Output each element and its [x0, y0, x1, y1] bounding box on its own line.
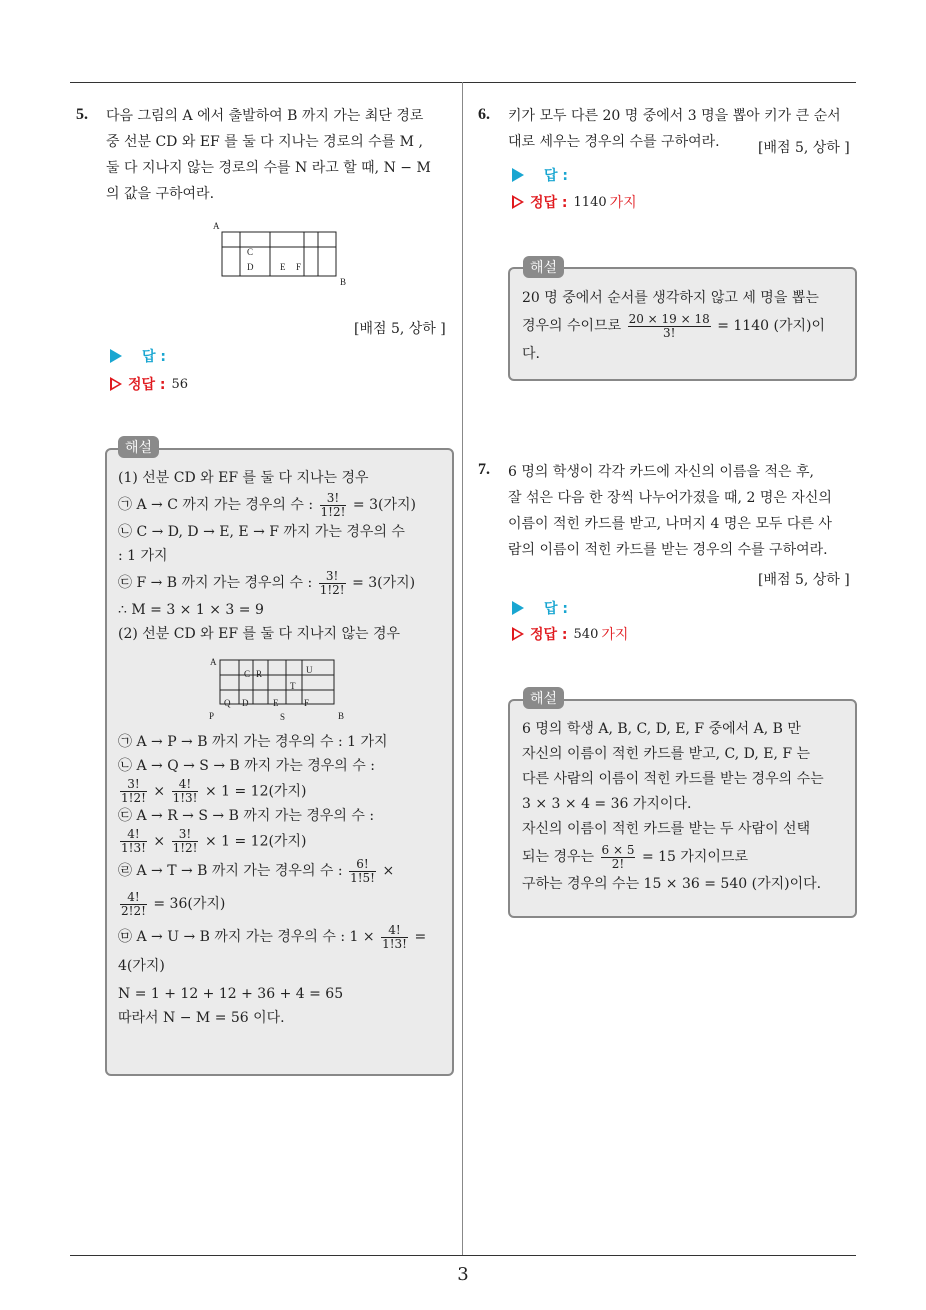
answer-arrow-icon: [110, 349, 122, 363]
question-5-number: 5.: [76, 106, 88, 123]
q5-grid2-label-q: Q: [224, 698, 231, 708]
q5-sol-frac-5: [120, 828, 147, 855]
q7-sol-line-2: 자신의 이름이 적힌 카드를 받고, C, D, E, F 는: [522, 746, 811, 762]
page-number: 3: [457, 1264, 469, 1285]
q6-correct-unit: 가지: [609, 195, 637, 211]
q5-grid-label-b: B: [340, 277, 347, 287]
q7-sol-frac: [601, 844, 636, 871]
q7-sol-line-6-text: 되는 경우는: [522, 849, 595, 865]
header-rule: [70, 82, 856, 83]
q5-sol-line-14-result: = 36(가지): [153, 896, 226, 912]
frac-den: 1!3!: [121, 841, 146, 855]
frac-den: 2!2!: [121, 903, 146, 918]
q7-grade: [배점 5, 상하 ]: [758, 572, 850, 588]
q5-grid2-label-d: D: [242, 698, 249, 708]
correct-arrow-icon: [512, 627, 524, 641]
q5-line-1: 다음 그림의 A 에서 출발하여 B 까지 가는 최단 경로: [106, 108, 424, 124]
q5-grid2-label-f: F: [304, 698, 310, 708]
q7-correct-unit: 가지: [601, 627, 629, 643]
q5-correct-label: 정답 :: [128, 377, 166, 393]
frac-den: 1!2!: [320, 504, 346, 519]
frac-num: 3!: [172, 828, 199, 842]
q5-answer-label: 답 :: [142, 349, 166, 365]
q6-sol-line-2-text: 경우의 수이므로: [522, 318, 622, 334]
question-6-number: 6.: [478, 106, 490, 123]
q5-line-2: 중 선분 CD 와 EF 를 둘 다 지나는 경로의 수를 M ,: [106, 134, 423, 150]
question-7-number: 7.: [478, 461, 490, 478]
q6-correct-label: 정답 :: [530, 195, 568, 211]
q6-sol-line-3: 다.: [522, 346, 540, 362]
q5-grid2-label-s: S: [280, 712, 286, 722]
q5-line-4: 의 값을 구하여라.: [106, 186, 215, 202]
q5-sol-line-15-text: ㉤ A → U → B 까지 가는 경우의 수 : 1 ×: [118, 929, 375, 945]
q5-grid-label-f: F: [296, 262, 302, 272]
q6-solution-tag: 해설: [523, 256, 564, 278]
q5-sol-line-12-result: × 1 = 12(가지): [204, 833, 307, 850]
q5-sol-line-10: [118, 778, 444, 804]
q5-sol-frac-7: [349, 858, 376, 885]
q5-grid-label-d: D: [247, 262, 254, 272]
q5-sol-line-7: (2) 선분 CD 와 EF 를 둘 다 지나지 않는 경우: [118, 626, 401, 642]
q7-sol-line-6-result: = 15 가지이므로: [641, 849, 749, 865]
q5-grid2-figure: [118, 646, 444, 724]
question-7-text: [508, 459, 858, 563]
q6-sol-line-2-result: = 1140 (가지)이: [717, 318, 825, 334]
q5-sol-line-2-result: = 3(가지): [352, 497, 416, 513]
q5-sol-line-6: ∴ M = 3 × 1 × 3 = 9: [118, 602, 264, 618]
q5-grid-svg: [210, 220, 350, 290]
q6-correct-value: 1140: [573, 194, 607, 210]
q5-sol-line-11: ㉢ A → R → S → B 까지 가는 경우의 수 :: [118, 808, 375, 824]
q5-sol-frac-4: [172, 778, 199, 805]
times-sign: ×: [153, 833, 166, 850]
frac-den: 3!: [662, 325, 676, 340]
q5-grid2-wrap: [206, 650, 356, 722]
q5-correct-row: [110, 374, 188, 394]
q5-sol-line-5: [118, 568, 444, 598]
q6-solution-text: [522, 285, 848, 367]
q7-correct-value: 540: [573, 626, 599, 642]
equals-sign: =: [414, 929, 427, 945]
q7-line-1: 6 명의 학생이 각각 카드에 자신의 이름을 적은 후,: [508, 464, 814, 480]
q7-line-3: 이름이 적힌 카드를 받고, 나머지 4 명은 모두 다른 사: [508, 516, 832, 532]
frac-den: 2!: [611, 856, 625, 871]
q5-sol-line-15: [118, 920, 444, 954]
q7-solution-text: [522, 717, 848, 897]
frac-num: 3!: [320, 492, 347, 506]
q5-sol-line-3: ㉡ C → D, D → E, E → F 까지 가는 경우의 수: [118, 524, 405, 540]
frac-num: 3!: [319, 570, 346, 584]
q5-grid2-label-t: T: [290, 681, 296, 691]
q5-grid2-label-b: B: [338, 711, 345, 721]
q6-answer-label: 답 :: [544, 168, 568, 184]
question-5-text: [106, 103, 456, 207]
frac-num: 6 × 5: [601, 842, 635, 857]
q5-grid-label-e: E: [280, 262, 286, 272]
q5-sol-line-2: [118, 490, 444, 520]
frac-num: 6!: [349, 858, 376, 872]
q5-line-3: 둘 다 지나지 않는 경로의 수를 N 라고 할 때, N − M: [106, 160, 431, 176]
q5-sol-line-5-result: = 3(가지): [352, 575, 416, 591]
q5-sol-line-5-text: ㉢ F → B 까지 가는 경우의 수 :: [118, 575, 313, 591]
q5-sol-frac-1: [320, 492, 347, 519]
frac-num: 4!: [120, 891, 147, 905]
q5-grade: [배점 5, 상하 ]: [354, 321, 446, 337]
q5-sol-frac-3: [120, 778, 147, 805]
q7-line-4: 람의 이름이 적힌 카드를 받는 경우의 수를 구하여라.: [508, 542, 828, 558]
q5-sol-line-16: 4(가지): [118, 958, 165, 974]
q5-sol-line-10-result: × 1 = 12(가지): [204, 783, 307, 800]
q7-sol-line-5: 자신의 이름이 적힌 카드를 받는 두 사람이 선택: [522, 821, 811, 837]
q5-sol-line-12: [118, 828, 444, 854]
q5-solution-tag: 해설: [118, 436, 159, 458]
q7-sol-line-6: [522, 842, 848, 872]
q5-solution-text: [118, 466, 444, 1030]
q5-sol-line-4: : 1 가지: [118, 548, 168, 564]
times-sign: ×: [382, 863, 395, 879]
q7-sol-line-3: 다른 사람의 이름이 적힌 카드를 받는 경우의 수는: [522, 771, 824, 787]
q5-sol-line-18: 따라서 N − M = 56 이다.: [118, 1010, 285, 1026]
q7-answer-row: [512, 598, 568, 618]
frac-den: 1!2!: [319, 582, 345, 597]
frac-num: 3!: [120, 778, 147, 792]
frac-den: 1!3!: [382, 936, 407, 951]
q7-correct-row: [512, 624, 628, 644]
q5-sol-frac-9: [381, 924, 408, 951]
q5-sol-line-8: ㉠ A → P → B 까지 가는 경우의 수 : 1 가지: [118, 734, 388, 750]
column-divider: [462, 82, 463, 1256]
footer-rule: [70, 1255, 856, 1256]
q5-grid2-label-p: P: [209, 711, 215, 721]
q5-grid2-label-a: A: [210, 657, 217, 667]
q7-correct-label: 정답 :: [530, 627, 568, 643]
q5-grid2-label-c: C: [244, 669, 251, 679]
q5-sol-frac-8: [120, 891, 147, 918]
q5-sol-frac-6: [172, 828, 199, 855]
frac-den: 1!2!: [172, 841, 198, 855]
q6-sol-frac: [628, 313, 711, 340]
q5-sol-line-13: [118, 854, 444, 888]
q5-grid-label-c: C: [247, 247, 254, 257]
q5-grid2-label-e: E: [273, 698, 279, 708]
frac-num: 4!: [120, 828, 147, 842]
times-sign: ×: [153, 783, 166, 800]
frac-den: 1!5!: [350, 870, 375, 885]
q5-sol-line-17: N = 1 + 12 + 12 + 36 + 4 = 65: [118, 986, 344, 1002]
q6-line-1: 키가 모두 다른 20 명 중에서 3 명을 뽑아 키가 큰 순서: [508, 108, 841, 124]
q5-sol-line-9: ㉡ A → Q → S → B 까지 가는 경우의 수 :: [118, 758, 375, 774]
frac-num: 4!: [381, 924, 408, 938]
q5-correct-value: 56: [171, 376, 189, 392]
q7-sol-line-4: 3 × 3 × 4 = 36 가지이다.: [522, 796, 692, 812]
q5-sol-line-13-text: ㉣ A → T → B 까지 가는 경우의 수 :: [118, 863, 343, 879]
q6-answer-row: [512, 165, 568, 185]
q5-answer-row: [110, 346, 166, 366]
q6-grade: [배점 5, 상하 ]: [758, 140, 850, 156]
q5-grid2-label-r: R: [256, 669, 263, 679]
correct-arrow-icon: [512, 195, 524, 209]
q5-grid-label-a: A: [213, 221, 220, 231]
q7-sol-line-1: 6 명의 학생 A, B, C, D, E, F 중에서 A, B 만: [522, 721, 801, 737]
answer-arrow-icon: [512, 168, 524, 182]
q7-solution-tag: 해설: [523, 687, 564, 709]
frac-num: 20 × 19 × 18: [628, 311, 710, 326]
q5-sol-line-1: (1) 선분 CD 와 EF 를 둘 다 지나는 경우: [118, 470, 369, 486]
q6-sol-line-2: [522, 311, 848, 341]
q5-sol-frac-2: [319, 570, 346, 597]
frac-den: 1!2!: [121, 791, 146, 805]
q5-grid-figure: [210, 220, 350, 290]
q7-line-2: 잘 섞은 다음 한 장씩 나누어가졌을 때, 2 명은 자신의: [508, 490, 832, 506]
q7-sol-line-7: 구하는 경우의 수는 15 × 36 = 540 (가지)이다.: [522, 876, 822, 892]
q7-answer-label: 답 :: [544, 601, 568, 617]
correct-arrow-icon: [110, 377, 122, 391]
q6-sol-line-1: 20 명 중에서 순서를 생각하지 않고 세 명을 뽑는: [522, 290, 819, 306]
frac-num: 4!: [172, 778, 199, 792]
q6-line-2: 대로 세우는 경우의 수를 구하여라.: [508, 134, 720, 150]
q5-grid2-label-u: U: [306, 665, 313, 675]
q5-sol-line-14: [118, 888, 444, 920]
frac-den: 1!3!: [172, 791, 198, 805]
q6-correct-row: [512, 192, 637, 212]
q5-sol-line-2-text: ㉠ A → C 까지 가는 경우의 수 :: [118, 497, 314, 513]
answer-arrow-icon: [512, 601, 524, 615]
